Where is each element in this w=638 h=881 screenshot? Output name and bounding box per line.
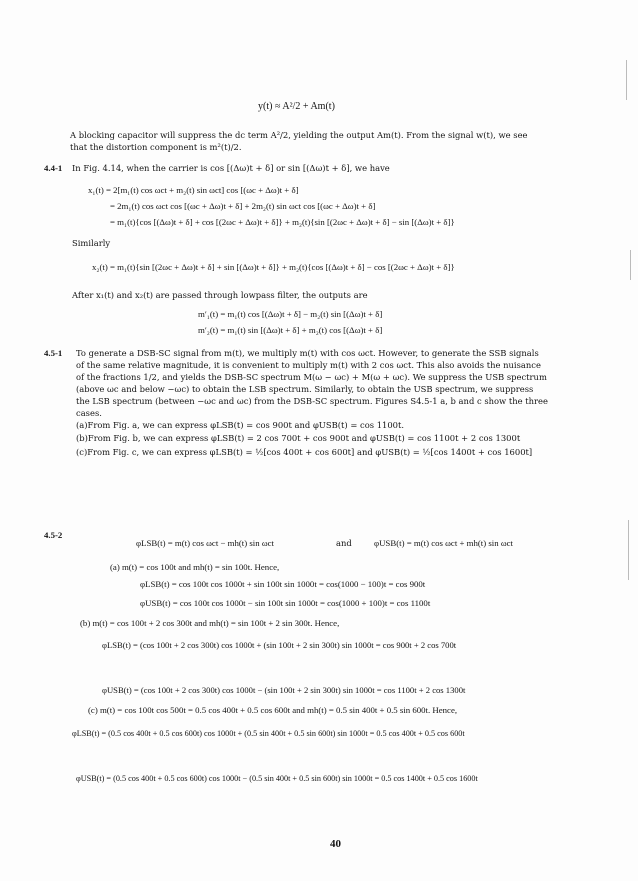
part-a-lsb: φLSB(t) = cos 100t cos 1000t + sin 100t sin 1000t = cos(1000 − 100)t = cos 900t	[140, 579, 426, 589]
problem-label-4-5-1: 4.5-1	[44, 348, 63, 358]
paragraph-line: of the fractions 1/2, and yields the DSB-SC spectrum M(ω − ωc) + M(ω + ωc). We suppress the USB spectrum	[76, 372, 547, 382]
paragraph-line: In Fig. 4.14, when the carrier is cos [(Δω)t + δ] or sin [(Δω)t + δ], we have	[72, 163, 390, 173]
equation-x1-step3: = m₁(t){cos [(Δω)t + δ] + cos [(2ωc + Δω)t + δ]} + m₂(t){sin [(2ωc + Δω)t + δ] − sin [(Δω)t + δ]}	[110, 217, 455, 227]
equation-x2: x₂(t) = m₁(t){sin [(2ωc + Δω)t + δ] + sin [(Δω)t + δ]} + m₂(t){cos [(Δω)t + δ] − cos [(2ωc + Δω)t + δ]}	[92, 262, 455, 272]
equation-m1-prime: m′₁(t) = m₁(t) cos [(Δω)t + δ] − m₂(t) sin [(Δω)t + δ]	[198, 309, 383, 319]
case-c-line: (c)From Fig. c, we can express φLSB(t) = ½[cos 400t + cos 600t] and φUSB(t) = ½[cos 1400t + cos 1600t]	[76, 447, 533, 457]
part-c-usb: φUSB(t) = (0.5 cos 400t + 0.5 cos 600t) cos 1000t − (0.5 sin 400t + 0.5 sin 600t) sin 1000t = 0.5 cos 1400t + 0.5 cos 1600t	[76, 774, 478, 783]
equation-m2-prime: m′₂(t) = m₁(t) sin [(Δω)t + δ] + m₂(t) cos [(Δω)t + δ]	[198, 325, 383, 335]
paragraph-line: (above ωc and below −ωc) to obtain the LSB spectrum. Similarly, to obtain the USB spectrum, we suppress	[76, 384, 534, 394]
part-a-usb: φUSB(t) = cos 100t cos 1000t − sin 100t sin 1000t = cos(1000 + 100)t = cos 1100t	[140, 598, 431, 608]
part-c-intro: (c) m(t) = cos 100t cos 500t = 0.5 cos 400t + 0.5 cos 600t and mh(t) = 0.5 sin 400t + 0.5 sin 600t. Hence,	[88, 705, 458, 715]
paragraph-line: After x₁(t) and x₂(t) are passed through lowpass filter, the outputs are	[72, 290, 368, 300]
paragraph-line: To generate a DSB-SC signal from m(t), we multiply m(t) with cos ωct. However, to generate the SSB signals	[76, 348, 539, 358]
equation-x1: x₁(t) = 2[m₁(t) cos ωct + m₂(t) sin ωct] cos [(ωc + Δω)t + δ]	[88, 185, 299, 195]
equation-phi-lsb-definition: φLSB(t) = m(t) cos ωct − mh(t) sin ωct	[136, 538, 274, 548]
paragraph-line: A blocking capacitor will suppress the dc term A²/2, yielding the output Am(t). From the signal w(t), we see	[70, 130, 528, 140]
equation-phi-usb-definition: φUSB(t) = m(t) cos ωct + mh(t) sin ωct	[374, 538, 513, 548]
part-a-intro: (a) m(t) = cos 100t and mh(t) = sin 100t. Hence,	[110, 562, 280, 572]
equation-y-approx: y(t) ≈ A²/2 + Am(t)	[258, 101, 335, 112]
scan-artifact	[626, 60, 627, 100]
part-b-lsb: φLSB(t) = (cos 100t + 2 cos 300t) cos 1000t + (sin 100t + 2 sin 300t) sin 1000t = cos 900t + 2 cos 700t	[102, 640, 457, 650]
case-b-line: (b)From Fig. b, we can express φLSB(t) = 2 cos 700t + cos 900t and φUSB(t) = cos 1100t + 2 cos 1300t	[76, 433, 521, 443]
paragraph-line: cases.	[76, 408, 102, 418]
page-number: 40	[330, 838, 341, 850]
case-a-line: (a)From Fig. a, we can express φLSB(t) = cos 900t and φUSB(t) = cos 1100t.	[76, 420, 405, 430]
similarly-text: Similarly	[72, 238, 111, 248]
paragraph-line: that the distortion component is m²(t)/2.	[70, 142, 242, 152]
problem-label-4-4-1: 4.4-1	[44, 163, 63, 173]
part-b-usb: φUSB(t) = (cos 100t + 2 cos 300t) cos 1000t − (sin 100t + 2 sin 300t) sin 1000t = cos 1100t + 2 cos 1300t	[102, 685, 466, 695]
paragraph-line: the LSB spectrum (between −ωc and ωc) from the DSB-SC spectrum. Figures S4.5-1 a, b and c show the three	[76, 396, 548, 406]
equation-x1-step2: = 2m₁(t) cos ωct cos [(ωc + Δω)t + δ] + 2m₂(t) sin ωct cos [(ωc + Δω)t + δ]	[110, 201, 376, 211]
and-text: and	[336, 538, 352, 548]
scan-artifact	[630, 250, 631, 280]
scan-artifact	[628, 520, 629, 580]
part-c-lsb: φLSB(t) = (0.5 cos 400t + 0.5 cos 600t) cos 1000t + (0.5 sin 400t + 0.5 sin 600t) sin 1000t = 0.5 cos 400t + 0.5 cos 600t	[72, 729, 465, 738]
paragraph-line: of the same relative magnitude, it is convenient to multiply m(t) with 2 cos ωct. This also avoids the nuisance	[76, 360, 541, 370]
problem-label-4-5-2: 4.5-2	[44, 530, 63, 540]
part-b-intro: (b) m(t) = cos 100t + 2 cos 300t and mh(t) = sin 100t + 2 sin 300t. Hence,	[80, 618, 340, 628]
